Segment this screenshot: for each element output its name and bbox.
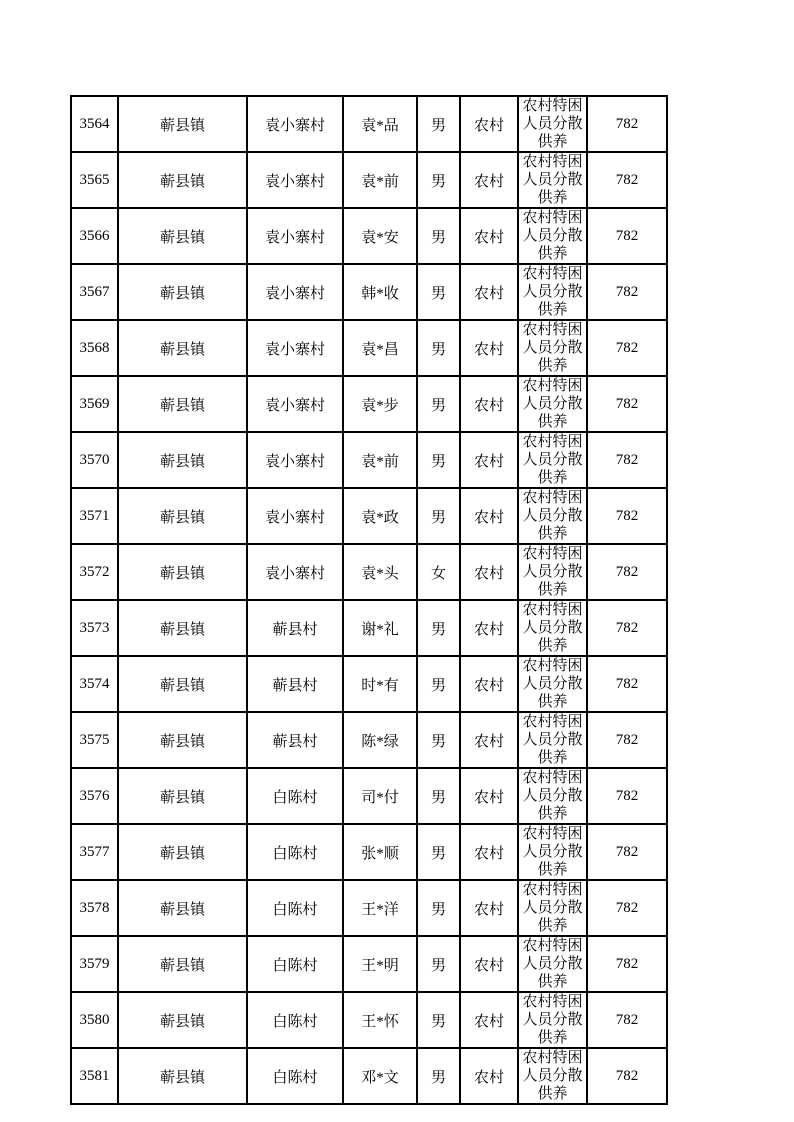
cell-name: 王*洋 bbox=[343, 880, 417, 936]
cell-town: 蕲县镇 bbox=[118, 880, 247, 936]
table-body bbox=[71, 96, 667, 1104]
cell-amount: 782 bbox=[587, 1048, 667, 1104]
cell-town: 蕲县镇 bbox=[118, 656, 247, 712]
cell-category bbox=[518, 376, 587, 432]
table-row bbox=[71, 600, 667, 656]
cell-category-text: 农村特困人员分散供养 bbox=[522, 658, 583, 710]
cell-category-text: 农村特困人员分散供养 bbox=[522, 378, 583, 430]
cell-area: 农村 bbox=[460, 320, 518, 376]
cell-category bbox=[518, 936, 587, 992]
cell-gender: 男 bbox=[417, 824, 460, 880]
cell-gender: 男 bbox=[417, 768, 460, 824]
cell-area: 农村 bbox=[460, 96, 518, 152]
table-row bbox=[71, 1048, 667, 1104]
cell-category bbox=[518, 96, 587, 152]
cell-area: 农村 bbox=[460, 488, 518, 544]
records-table bbox=[70, 95, 668, 1105]
cell-category-text: 农村特困人员分散供养 bbox=[522, 98, 583, 150]
cell-seq: 3570 bbox=[71, 432, 118, 488]
cell-category-text: 农村特困人员分散供养 bbox=[522, 434, 583, 486]
cell-name: 陈*绿 bbox=[343, 712, 417, 768]
cell-amount: 782 bbox=[587, 656, 667, 712]
cell-village: 袁小寨村 bbox=[247, 376, 343, 432]
cell-area: 农村 bbox=[460, 208, 518, 264]
cell-town: 蕲县镇 bbox=[118, 1048, 247, 1104]
table-row bbox=[71, 376, 667, 432]
cell-category-text: 农村特困人员分散供养 bbox=[522, 154, 583, 206]
cell-seq: 3579 bbox=[71, 936, 118, 992]
table-row bbox=[71, 992, 667, 1048]
cell-category bbox=[518, 320, 587, 376]
cell-seq: 3571 bbox=[71, 488, 118, 544]
cell-gender: 男 bbox=[417, 488, 460, 544]
cell-amount: 782 bbox=[587, 712, 667, 768]
cell-area: 农村 bbox=[460, 992, 518, 1048]
cell-town: 蕲县镇 bbox=[118, 600, 247, 656]
cell-category-text: 农村特困人员分散供养 bbox=[522, 490, 583, 542]
cell-area: 农村 bbox=[460, 656, 518, 712]
cell-amount: 782 bbox=[587, 488, 667, 544]
cell-category-text: 农村特困人员分散供养 bbox=[522, 882, 583, 934]
cell-category-text: 农村特困人员分散供养 bbox=[522, 266, 583, 318]
table-row bbox=[71, 152, 667, 208]
cell-category-text: 农村特困人员分散供养 bbox=[522, 1050, 583, 1102]
table-row bbox=[71, 96, 667, 152]
cell-category-text: 农村特困人员分散供养 bbox=[522, 826, 583, 878]
cell-amount: 782 bbox=[587, 208, 667, 264]
cell-amount: 782 bbox=[587, 96, 667, 152]
cell-category-text: 农村特困人员分散供养 bbox=[522, 546, 583, 598]
cell-village: 袁小寨村 bbox=[247, 208, 343, 264]
cell-seq: 3567 bbox=[71, 264, 118, 320]
cell-name: 袁*安 bbox=[343, 208, 417, 264]
cell-name: 袁*前 bbox=[343, 152, 417, 208]
table-row bbox=[71, 208, 667, 264]
cell-amount: 782 bbox=[587, 880, 667, 936]
cell-amount: 782 bbox=[587, 992, 667, 1048]
cell-category bbox=[518, 880, 587, 936]
cell-village: 白陈村 bbox=[247, 936, 343, 992]
cell-name: 袁*政 bbox=[343, 488, 417, 544]
cell-town: 蕲县镇 bbox=[118, 936, 247, 992]
cell-name: 袁*品 bbox=[343, 96, 417, 152]
cell-category bbox=[518, 600, 587, 656]
cell-town: 蕲县镇 bbox=[118, 208, 247, 264]
cell-seq: 3575 bbox=[71, 712, 118, 768]
cell-name: 王*明 bbox=[343, 936, 417, 992]
table-row bbox=[71, 544, 667, 600]
cell-town: 蕲县镇 bbox=[118, 376, 247, 432]
cell-amount: 782 bbox=[587, 768, 667, 824]
cell-category bbox=[518, 208, 587, 264]
cell-village: 袁小寨村 bbox=[247, 488, 343, 544]
cell-gender: 男 bbox=[417, 320, 460, 376]
cell-amount: 782 bbox=[587, 824, 667, 880]
cell-gender: 男 bbox=[417, 656, 460, 712]
cell-village: 白陈村 bbox=[247, 880, 343, 936]
cell-seq: 3580 bbox=[71, 992, 118, 1048]
cell-area: 农村 bbox=[460, 152, 518, 208]
cell-seq: 3564 bbox=[71, 96, 118, 152]
table-row bbox=[71, 768, 667, 824]
cell-town: 蕲县镇 bbox=[118, 488, 247, 544]
cell-category bbox=[518, 768, 587, 824]
cell-gender: 男 bbox=[417, 880, 460, 936]
cell-category bbox=[518, 152, 587, 208]
cell-town: 蕲县镇 bbox=[118, 768, 247, 824]
cell-gender: 男 bbox=[417, 376, 460, 432]
cell-category-text: 农村特困人员分散供养 bbox=[522, 322, 583, 374]
cell-town: 蕲县镇 bbox=[118, 320, 247, 376]
cell-gender: 男 bbox=[417, 208, 460, 264]
cell-seq: 3573 bbox=[71, 600, 118, 656]
cell-gender: 男 bbox=[417, 992, 460, 1048]
cell-seq: 3577 bbox=[71, 824, 118, 880]
cell-name: 袁*步 bbox=[343, 376, 417, 432]
cell-name: 袁*前 bbox=[343, 432, 417, 488]
cell-area: 农村 bbox=[460, 264, 518, 320]
cell-category bbox=[518, 488, 587, 544]
cell-seq: 3581 bbox=[71, 1048, 118, 1104]
cell-village: 蕲县村 bbox=[247, 600, 343, 656]
cell-area: 农村 bbox=[460, 936, 518, 992]
cell-amount: 782 bbox=[587, 320, 667, 376]
cell-name: 时*有 bbox=[343, 656, 417, 712]
table-row bbox=[71, 656, 667, 712]
cell-seq: 3576 bbox=[71, 768, 118, 824]
cell-gender: 男 bbox=[417, 1048, 460, 1104]
cell-name: 韩*收 bbox=[343, 264, 417, 320]
cell-area: 农村 bbox=[460, 432, 518, 488]
cell-town: 蕲县镇 bbox=[118, 264, 247, 320]
cell-village: 白陈村 bbox=[247, 992, 343, 1048]
cell-gender: 女 bbox=[417, 544, 460, 600]
cell-village: 袁小寨村 bbox=[247, 96, 343, 152]
cell-amount: 782 bbox=[587, 600, 667, 656]
table-row bbox=[71, 320, 667, 376]
table-row bbox=[71, 936, 667, 992]
cell-amount: 782 bbox=[587, 264, 667, 320]
table-row bbox=[71, 488, 667, 544]
cell-town: 蕲县镇 bbox=[118, 432, 247, 488]
cell-gender: 男 bbox=[417, 152, 460, 208]
cell-village: 蕲县村 bbox=[247, 656, 343, 712]
cell-amount: 782 bbox=[587, 936, 667, 992]
cell-village: 白陈村 bbox=[247, 1048, 343, 1104]
cell-town: 蕲县镇 bbox=[118, 152, 247, 208]
cell-category-text: 农村特困人员分散供养 bbox=[522, 602, 583, 654]
cell-area: 农村 bbox=[460, 768, 518, 824]
cell-town: 蕲县镇 bbox=[118, 824, 247, 880]
cell-category bbox=[518, 656, 587, 712]
cell-village: 袁小寨村 bbox=[247, 152, 343, 208]
cell-category bbox=[518, 1048, 587, 1104]
cell-seq: 3578 bbox=[71, 880, 118, 936]
cell-seq: 3568 bbox=[71, 320, 118, 376]
cell-village: 袁小寨村 bbox=[247, 264, 343, 320]
cell-seq: 3574 bbox=[71, 656, 118, 712]
cell-name: 司*付 bbox=[343, 768, 417, 824]
cell-category bbox=[518, 992, 587, 1048]
cell-name: 王*怀 bbox=[343, 992, 417, 1048]
cell-town: 蕲县镇 bbox=[118, 544, 247, 600]
cell-category-text: 农村特困人员分散供养 bbox=[522, 994, 583, 1046]
cell-area: 农村 bbox=[460, 600, 518, 656]
cell-gender: 男 bbox=[417, 264, 460, 320]
cell-village: 白陈村 bbox=[247, 824, 343, 880]
cell-name: 袁*头 bbox=[343, 544, 417, 600]
cell-category-text: 农村特困人员分散供养 bbox=[522, 938, 583, 990]
table-row bbox=[71, 824, 667, 880]
cell-name: 谢*礼 bbox=[343, 600, 417, 656]
table-row bbox=[71, 712, 667, 768]
cell-area: 农村 bbox=[460, 712, 518, 768]
cell-area: 农村 bbox=[460, 824, 518, 880]
cell-area: 农村 bbox=[460, 880, 518, 936]
cell-gender: 男 bbox=[417, 432, 460, 488]
cell-category bbox=[518, 432, 587, 488]
cell-village: 袁小寨村 bbox=[247, 320, 343, 376]
cell-name: 张*顺 bbox=[343, 824, 417, 880]
cell-name: 邓*文 bbox=[343, 1048, 417, 1104]
cell-amount: 782 bbox=[587, 152, 667, 208]
cell-category-text: 农村特困人员分散供养 bbox=[522, 210, 583, 262]
cell-seq: 3572 bbox=[71, 544, 118, 600]
cell-area: 农村 bbox=[460, 544, 518, 600]
cell-seq: 3566 bbox=[71, 208, 118, 264]
cell-village: 袁小寨村 bbox=[247, 432, 343, 488]
cell-village: 蕲县村 bbox=[247, 712, 343, 768]
cell-village: 白陈村 bbox=[247, 768, 343, 824]
cell-category-text: 农村特困人员分散供养 bbox=[522, 714, 583, 766]
cell-town: 蕲县镇 bbox=[118, 992, 247, 1048]
cell-seq: 3565 bbox=[71, 152, 118, 208]
cell-gender: 男 bbox=[417, 712, 460, 768]
cell-town: 蕲县镇 bbox=[118, 712, 247, 768]
table-row bbox=[71, 880, 667, 936]
cell-name: 袁*昌 bbox=[343, 320, 417, 376]
cell-amount: 782 bbox=[587, 376, 667, 432]
cell-seq: 3569 bbox=[71, 376, 118, 432]
cell-category bbox=[518, 264, 587, 320]
cell-village: 袁小寨村 bbox=[247, 544, 343, 600]
cell-category-text: 农村特困人员分散供养 bbox=[522, 770, 583, 822]
cell-area: 农村 bbox=[460, 376, 518, 432]
cell-amount: 782 bbox=[587, 544, 667, 600]
cell-gender: 男 bbox=[417, 96, 460, 152]
cell-category bbox=[518, 824, 587, 880]
cell-town: 蕲县镇 bbox=[118, 96, 247, 152]
cell-area: 农村 bbox=[460, 1048, 518, 1104]
table-row bbox=[71, 264, 667, 320]
cell-amount: 782 bbox=[587, 432, 667, 488]
cell-category bbox=[518, 712, 587, 768]
table-row bbox=[71, 432, 667, 488]
cell-gender: 男 bbox=[417, 600, 460, 656]
cell-category bbox=[518, 544, 587, 600]
cell-gender: 男 bbox=[417, 936, 460, 992]
